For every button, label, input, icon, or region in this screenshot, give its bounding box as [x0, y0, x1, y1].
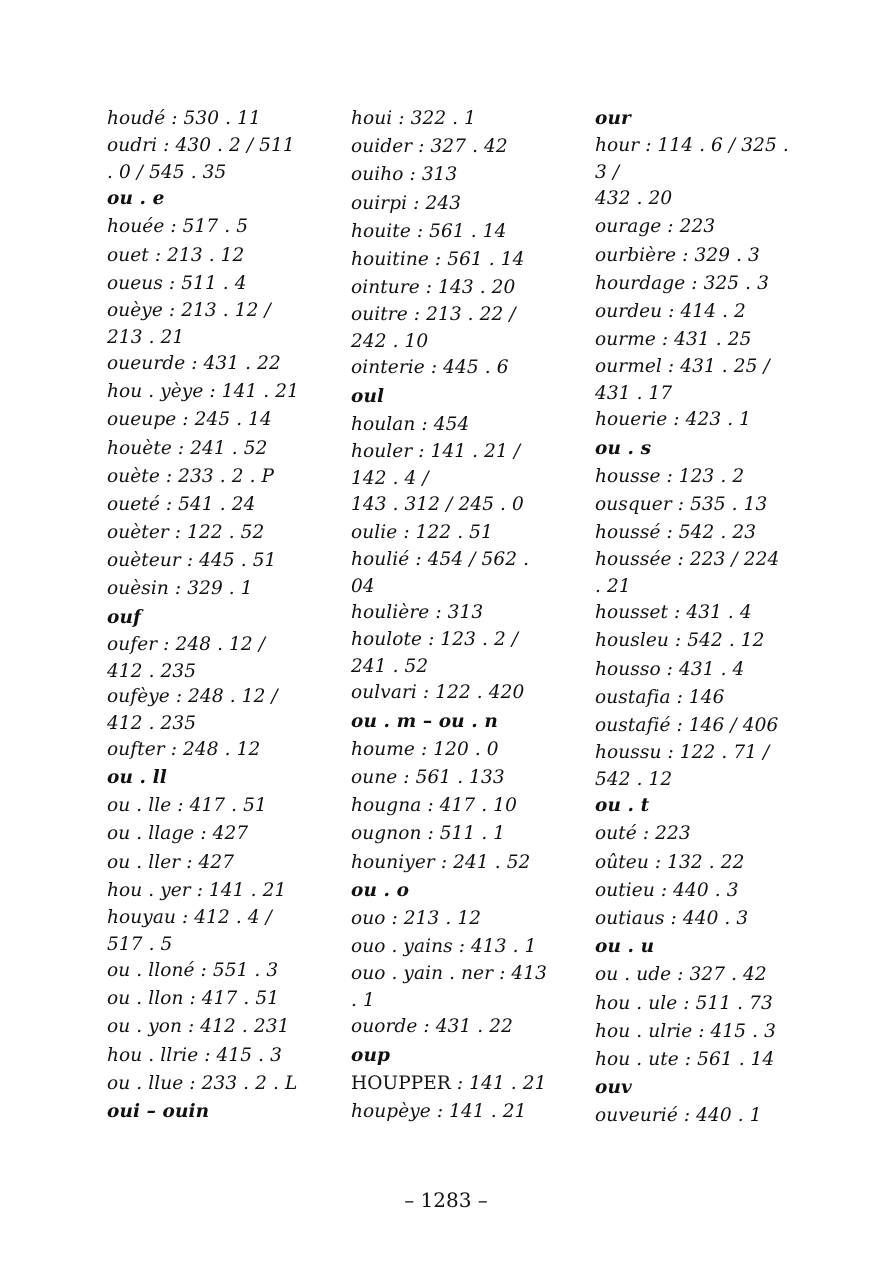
index-entry: ou . ude : 327 . 42: [595, 964, 767, 986]
index-entry: ourage : 223: [595, 216, 716, 238]
index-entry: outiaus : 440 . 3: [595, 907, 749, 929]
index-entry: hou . yèye : 141 . 21: [107, 381, 299, 403]
index-entry: hou . ule : 511 . 73: [595, 992, 773, 1014]
index-entry: 242 . 10: [351, 331, 429, 353]
index-entry: houlière : 313: [351, 602, 484, 624]
index-entry: . 1: [351, 990, 375, 1012]
index-entry: houpèye : 141 . 21: [351, 1100, 527, 1122]
index-entry: oufer : 248 . 12 /: [107, 633, 266, 655]
index-entry: ourmel : 431 . 25 /: [595, 356, 770, 378]
index-entry: ouider : 327 . 42: [351, 136, 508, 158]
index-entry: oûteu : 132 . 22: [595, 851, 745, 873]
index-entry: oudri : 430 . 2 / 511: [107, 135, 295, 157]
index-entry: ou . lloné : 551 . 3: [107, 959, 279, 981]
index-entry: ouète : 233 . 2 . P: [107, 465, 275, 487]
index-entry: ouo : 213 . 12: [351, 907, 482, 929]
index-entry: houerie : 423 . 1: [595, 409, 752, 431]
index-entry: ouet : 213 . 12: [107, 244, 245, 266]
section-heading: ouf: [107, 606, 142, 628]
index-entry: . 0 / 545 . 35: [107, 162, 227, 184]
index-entry: outé : 223: [595, 823, 691, 845]
index-entry: ou . llage : 427: [107, 823, 249, 845]
index-entry: 517 . 5: [107, 933, 173, 955]
index-entry: ougnon : 511 . 1: [351, 823, 506, 845]
index-entry: 431 . 17: [595, 383, 673, 405]
index-entry: houlan : 454: [351, 413, 470, 435]
index-entry: houssu : 122 . 71 /: [595, 742, 770, 764]
index-entry: ouo . yain . ner : 413: [351, 963, 547, 985]
index-entry: ointerie : 445 . 6: [351, 357, 509, 379]
index-entry: hou . ute : 561 . 14: [595, 1048, 775, 1070]
index-entry: oufèye : 248 . 12 /: [107, 685, 278, 707]
index-entry: oufter : 248 . 12: [107, 738, 261, 760]
index-entry: 143 . 312 / 245 . 0: [351, 493, 524, 515]
index-entry: houée : 517 . 5: [107, 216, 249, 238]
index-entry: houitine : 561 . 14: [351, 248, 525, 270]
section-heading: oup: [351, 1044, 391, 1066]
index-entry: ou . ller : 427: [107, 851, 235, 873]
index-entry: ou . llon : 417 . 51: [107, 988, 280, 1010]
index-entry: oune : 561 . 133: [351, 767, 505, 788]
section-heading: oul: [351, 385, 385, 407]
index-entry: hour : 114 . 6 / 325 .: [595, 135, 789, 157]
index-entry: oueté : 541 . 24: [107, 493, 256, 515]
index-column-2: [351, 105, 547, 1126]
index-entry: ouèteur : 445 . 51: [107, 550, 277, 572]
section-heading: ou . u: [595, 936, 655, 958]
index-entry: 04: [351, 576, 375, 598]
index-entry: ointure : 143 . 20: [351, 277, 516, 299]
section-heading: ou . o: [351, 879, 410, 901]
index-entry: houi : 322 . 1: [351, 108, 477, 129]
index-entry: ouorde : 431 . 22: [351, 1016, 514, 1038]
index-entry: ouèsin : 329 . 1: [107, 578, 253, 600]
index-entry: hou . llrie : 415 . 3: [107, 1044, 282, 1066]
index-entry: 241 . 52: [351, 656, 429, 678]
index-entry: . 21: [595, 576, 631, 598]
index-entry: ourme : 431 . 25: [595, 329, 752, 351]
index-column-3: [595, 105, 791, 1130]
index-entry: oueus : 511 . 4: [107, 272, 247, 294]
index-entry: housset : 431 . 4: [595, 602, 752, 624]
index-entry: ouiho : 313: [351, 164, 458, 186]
index-entry: ouèye : 213 . 12 /: [107, 299, 271, 321]
section-heading: ou . ll: [107, 767, 167, 788]
index-entry: oueupe : 245 . 14: [107, 409, 272, 431]
index-entry: housse : 123 . 2: [595, 465, 745, 487]
index-entry: oulie : 122 . 51: [351, 522, 493, 544]
index-entry: houler : 141 . 21 /: [351, 440, 521, 462]
index-entry: ouirpi : 243: [351, 192, 462, 214]
index-entry: houite : 561 . 14: [351, 220, 507, 242]
index-entry: hou . ulrie : 415 . 3: [595, 1020, 776, 1042]
page-number: – 1283 –: [404, 1188, 488, 1212]
index-entry: ou . llue : 233 . 2 . L: [107, 1072, 298, 1094]
index-entry: ouo . yains : 413 . 1: [351, 936, 537, 958]
index-entry: 432 . 20: [595, 188, 673, 210]
index-entry: houyau : 412 . 4 /: [107, 906, 272, 928]
index-entry: hou . yer : 141 . 21: [107, 879, 287, 901]
index-entry: houète : 241 . 52: [107, 437, 268, 459]
section-heading: ou . m – ou . n: [351, 710, 498, 732]
index-entry: houlié : 454 / 562 .: [351, 549, 530, 571]
index-entry: ourbière : 329 . 3: [595, 244, 760, 266]
section-heading: our: [595, 108, 631, 129]
section-heading: ou . s: [595, 437, 652, 459]
index-entry: ouveurié : 440 . 1: [595, 1105, 762, 1127]
index-entry: oulvari : 122 . 420: [351, 682, 525, 704]
section-heading: ouv: [595, 1077, 632, 1099]
index-entry: hougna : 417 . 10: [351, 795, 517, 817]
index-entry: houdé : 530 . 11: [107, 108, 261, 129]
section-heading: ou . e: [107, 188, 165, 210]
index-entry: 542 . 12: [595, 769, 673, 791]
index-entry: 142 . 4 /: [351, 467, 429, 489]
section-heading: oui – ouin: [107, 1100, 210, 1122]
index-entry: ouèter : 122 . 52: [107, 522, 265, 544]
index-entry: housleu : 542 . 12: [595, 630, 765, 652]
index-entry: 412 . 235: [107, 660, 197, 682]
index-entry: outieu : 440 . 3: [595, 879, 739, 901]
index-entry: houniyer : 241 . 52: [351, 851, 531, 873]
index-entry: houssée : 223 / 224: [595, 549, 780, 571]
index-entry: oueurde : 431 . 22: [107, 352, 281, 374]
index-entry: houssé : 542 . 23: [595, 522, 757, 544]
index-entry: ourdeu : 414 . 2: [595, 300, 746, 322]
index-column-1: [107, 105, 303, 1126]
index-entry: houlote : 123 . 2 /: [351, 629, 519, 651]
index-entry: houme : 120 . 0: [351, 738, 499, 760]
index-entry: ou . yon : 412 . 231: [107, 1016, 290, 1038]
index-entry: ou . lle : 417 . 51: [107, 795, 267, 817]
index-entry: oustafié : 146 / 406: [595, 715, 779, 736]
index-entry: oustafia : 146: [595, 686, 725, 708]
index-entry: 412 . 235: [107, 712, 197, 734]
index-entry: housso : 431 . 4: [595, 658, 745, 680]
index-entry: ouitre : 213 . 22 /: [351, 304, 516, 326]
index-entry: HOUPPER : 141 . 21: [351, 1072, 547, 1094]
index-entry: ousquer : 535 . 13: [595, 493, 768, 515]
index-entry: hourdage : 325 . 3: [595, 272, 769, 294]
index-entry: 3 /: [595, 162, 620, 184]
section-heading: ou . t: [595, 795, 650, 817]
index-entry: 213 . 21: [107, 326, 185, 348]
